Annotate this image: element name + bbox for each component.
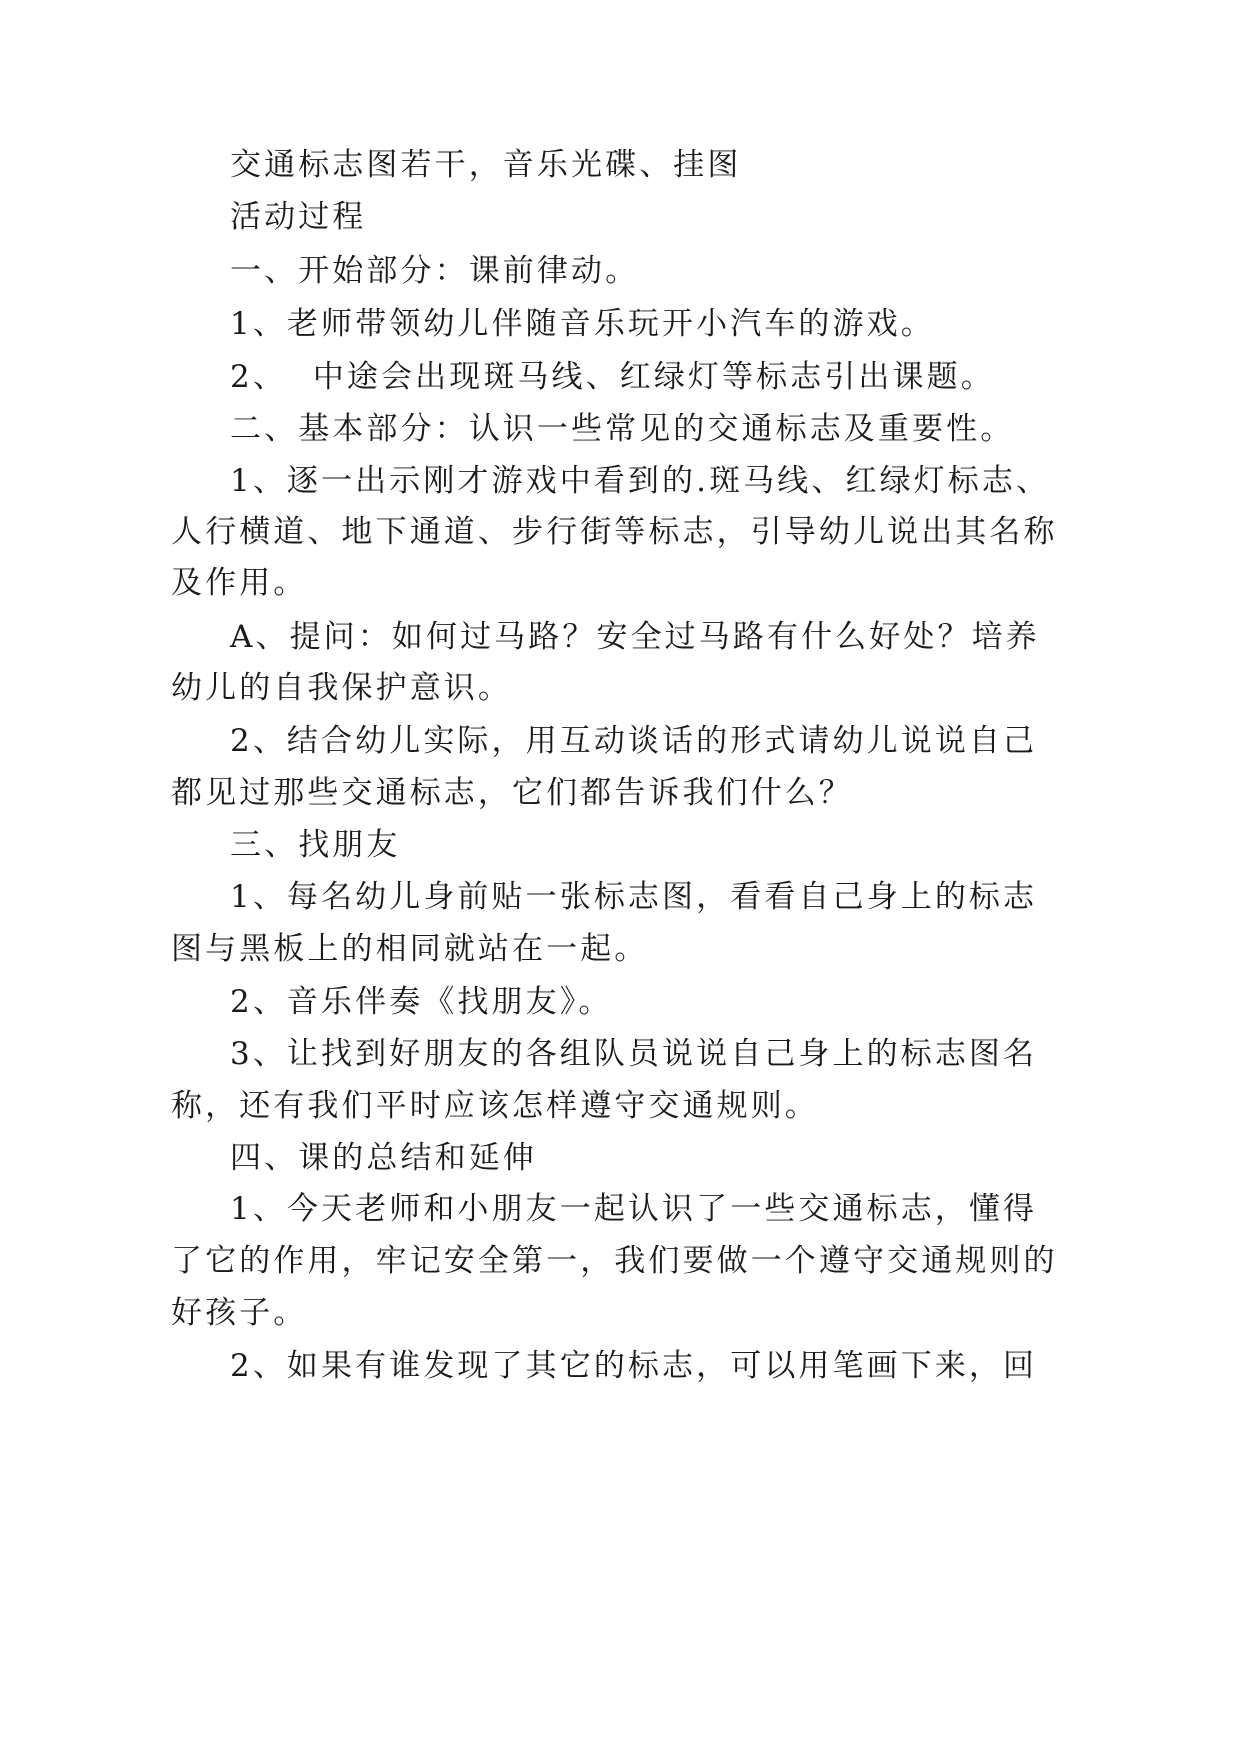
- text-line: 及作用。: [171, 565, 308, 601]
- text-line: 好孩子。: [171, 1295, 308, 1331]
- text-line: 图与黑板上的相同就站在一起。: [171, 931, 649, 967]
- section-heading: 四、课的总结和延伸: [230, 1140, 537, 1176]
- text-line: 交通标志图若干，音乐光碟、挂图: [230, 147, 742, 183]
- text-line: 1、今天老师和小朋友一起认识了一些交通标志，懂得: [230, 1191, 1038, 1227]
- text-line: 人行横道、地下通道、步行街等标志，引导幼儿说出其名称: [171, 514, 1058, 550]
- text-line: 2、结合幼儿实际，用互动谈话的形式请幼儿说说自己: [230, 723, 1038, 759]
- text-line: 了它的作用，牢记安全第一，我们要做一个遵守交通规则的: [171, 1243, 1058, 1279]
- text-line: 幼儿的自我保护意识。: [171, 670, 512, 706]
- text-line: 1、老师带领幼儿伴随音乐玩开小汽车的游戏。: [230, 306, 935, 342]
- text-line: 3、让找到好朋友的各组队员说说自己身上的标志图名: [230, 1036, 1038, 1072]
- section-heading: 一、开始部分：课前律动。: [230, 253, 640, 289]
- text-line: 1、每名幼儿身前贴一张标志图，看看自己身上的标志: [230, 879, 1038, 915]
- text-line: A、提问：如何过马路？安全过马路有什么好处？培养: [230, 619, 1040, 655]
- text-line: 2、如果有谁发现了其它的标志，可以用笔画下来，回: [230, 1348, 1038, 1384]
- text-line: 2、音乐伴奏《找朋友》。: [230, 984, 613, 1020]
- text-line: 都见过那些交通标志，它们都告诉我们什么？: [171, 775, 853, 811]
- text-line: 2、 中途会出现斑马线、红绿灯等标志引出课题。: [230, 359, 995, 395]
- text-line: 1、逐一出示刚才游戏中看到的.斑马线、红绿灯标志、: [230, 463, 1051, 499]
- section-heading: 二、基本部分：认识一些常见的交通标志及重要性。: [230, 411, 1015, 447]
- section-heading: 三、找朋友: [230, 827, 401, 863]
- section-heading: 活动过程: [230, 199, 367, 235]
- text-line: 称，还有我们平时应该怎样遵守交通规则。: [171, 1088, 819, 1124]
